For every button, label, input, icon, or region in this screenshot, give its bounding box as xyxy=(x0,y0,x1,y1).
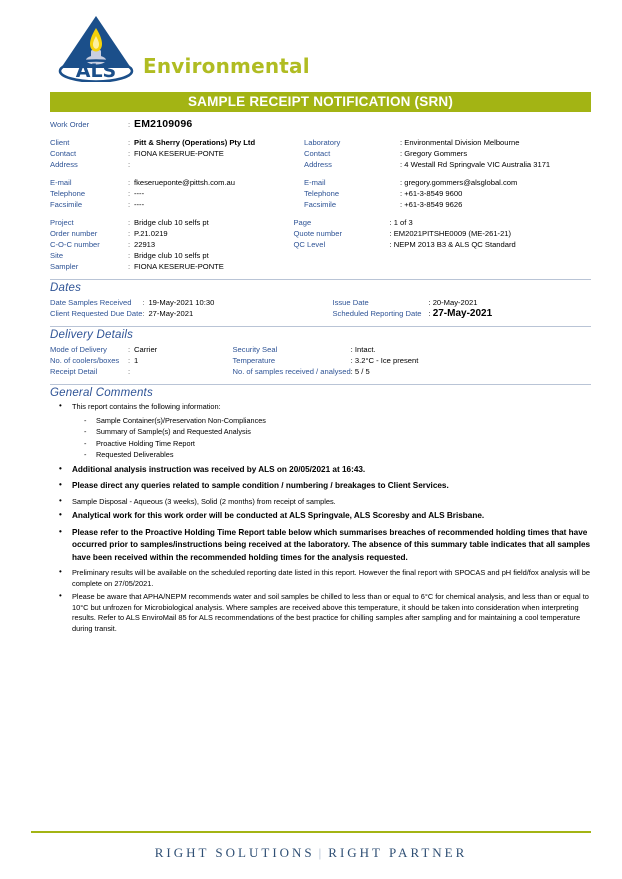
mode-of-delivery-label: Mode of Delivery xyxy=(50,345,107,354)
document-header xyxy=(31,0,591,90)
sampler-label: Sampler xyxy=(50,262,79,271)
list-item: • Analytical work for this work order will be conducted at ALS Springvale, ALS Scoresby and ALS Brisbane. xyxy=(50,510,591,523)
coc-number-value: 22913 xyxy=(134,240,156,249)
list-item: - Summary of Sample(s) and Requested Analysis xyxy=(72,426,591,438)
lab-address-label: Address xyxy=(304,160,332,169)
table-row: Facsimile : ---- Facsimile : +61-3-8549 9626 xyxy=(50,199,591,210)
delivery-details-section xyxy=(50,326,591,384)
issue-date-label: Issue Date xyxy=(332,298,369,307)
client-email-label: E-mail xyxy=(50,178,72,187)
table-row: E-mail : fkeserueponte@pittsh.com.au E-mail : gregory.gommers@alsglobal.com xyxy=(50,177,591,188)
issue-date-value: : 20-May-2021 xyxy=(428,298,478,307)
logo-wordmark: Environmental xyxy=(143,54,310,78)
list-item: - Sample Container(s)/Preservation Non-Compliances xyxy=(72,415,591,427)
section-divider xyxy=(50,384,591,385)
client-facsimile-label: Facsimile xyxy=(50,200,83,209)
receipt-detail-value xyxy=(134,366,216,377)
table-row: Date Samples Received : 19-May-2021 10:30 Issue Date : 20-May-2021 xyxy=(50,297,591,308)
table-row: Contact : FIONA KESERUE-PONTE Contact : Gregory Gommers xyxy=(50,148,591,159)
coc-number-label: C-O-C number xyxy=(50,240,100,249)
list-item: - Requested Deliverables xyxy=(72,449,591,461)
date-samples-received-label: Date Samples Received xyxy=(50,298,132,307)
lab-address-value: : 4 Westall Rd Springvale VIC Australia 3171 xyxy=(400,160,551,169)
receipt-detail-label: Receipt Detail xyxy=(50,367,98,376)
lab-telephone-value: : +61-3-8549 9600 xyxy=(400,189,463,198)
mode-of-delivery-value: Carrier xyxy=(134,345,158,354)
lab-email-value: : gregory.gommers@alsglobal.com xyxy=(400,178,518,187)
page-footer xyxy=(31,831,591,861)
dates-section-title: Dates xyxy=(50,282,82,294)
client-requested-due-date-label: Client Requested Due Date xyxy=(50,309,143,318)
client-address-value xyxy=(134,159,288,170)
qc-level-value: : NEPM 2013 B3 & ALS QC Standard xyxy=(389,240,516,249)
list-item xyxy=(50,402,591,461)
table-row: Receipt Detail : No. of samples received / analysed : 5 / 5 xyxy=(50,366,591,377)
footer-divider xyxy=(31,831,591,833)
coolers-boxes-label: No. of coolers/boxes xyxy=(50,356,120,365)
sampler-value: FIONA KESERUE-PONTE xyxy=(134,262,224,271)
general-comments-section xyxy=(50,384,591,634)
client-telephone-label: Telephone xyxy=(50,189,86,198)
temperature-value: : 3.2°C - Ice present xyxy=(350,356,419,365)
comments-intro: This report contains the following information: xyxy=(72,402,221,411)
table-row: Order number : P.21.0219 Quote number : EM2021PITSHE0009 (ME-261-21) xyxy=(50,228,591,239)
qc-level-label: QC Level xyxy=(293,240,326,249)
delivery-section-title: Delivery Details xyxy=(50,329,134,341)
client-label: Client xyxy=(50,138,70,147)
lab-facsimile-label: Facsimile xyxy=(304,200,337,209)
list-item: - Proactive Holding Time Report xyxy=(72,438,591,450)
client-laboratory-block xyxy=(50,137,591,217)
table-row: Client : Pitt & Sherry (Operations) Pty Ltd Laboratory : Environmental Division Melbourne xyxy=(50,137,591,148)
general-comments-list xyxy=(50,402,591,634)
lab-facsimile-value: : +61-3-8549 9626 xyxy=(400,200,463,209)
quote-number-label: Quote number xyxy=(293,229,343,238)
samples-received-analysed-value: : 5 / 5 xyxy=(350,367,370,376)
field-row-work-order xyxy=(50,119,591,130)
page-title-banner: SAMPLE RECEIPT NOTIFICATION (SRN) xyxy=(50,92,591,112)
security-seal-value: : Intact. xyxy=(350,345,376,354)
work-order-block xyxy=(50,112,591,137)
als-logo-icon xyxy=(57,14,135,82)
temperature-label: Temperature xyxy=(232,356,276,365)
client-email-value: fkeserueponte@pittsh.com.au xyxy=(134,178,235,187)
footer-left-text: RIGHT SOLUTIONS xyxy=(154,845,315,860)
client-address-label: Address xyxy=(50,160,78,169)
list-item: • Please be aware that APHA/NEPM recommends water and soil samples be chilled to less than or equal to 6°C for chemical analysis, and less than or equal to 10°C but unfrozen for Microbiological analysis. Where samples are received above this temperature, it should be taken into consideration when interpreting results. Refer to ALS EnviroMail 85 for ALS recommendations of the best practice for chilling samples after sampling and for maintaining a cool temperature during transit. xyxy=(50,592,591,634)
page-label: Page xyxy=(293,218,312,227)
footer-separator: | xyxy=(318,845,325,860)
table-row: C-O-C number : 22913 QC Level : NEPM 2013 B3 & ALS QC Standard xyxy=(50,239,591,250)
svg-text:ALS: ALS xyxy=(75,60,117,82)
laboratory-value: : Environmental Division Melbourne xyxy=(400,138,520,147)
work-order-label: Work Order xyxy=(50,120,90,129)
footer-tagline xyxy=(31,845,591,861)
list-item: • Sample Disposal - Aqueous (3 weeks), Solid (2 months) from receipt of samples. xyxy=(50,497,591,508)
client-telephone-value: ---- xyxy=(134,189,145,198)
project-block xyxy=(50,217,591,279)
table-row: Sampler : FIONA KESERUE-PONTE xyxy=(50,261,591,272)
quote-number-value: : EM2021PITSHE0009 (ME-261-21) xyxy=(389,229,512,238)
section-divider xyxy=(50,326,591,327)
list-item: • Please direct any queries related to sample condition / numbering / breakages to Client Services. xyxy=(50,480,591,493)
colon: : xyxy=(128,120,131,129)
samples-received-analysed-label: No. of samples received / analysed xyxy=(232,367,351,376)
lab-telephone-label: Telephone xyxy=(304,189,340,198)
laboratory-label: Laboratory xyxy=(304,138,341,147)
client-value: Pitt & Sherry (Operations) Pty Ltd xyxy=(134,138,256,147)
lab-contact-value: : Gregory Gommers xyxy=(400,149,468,158)
table-row: No. of coolers/boxes : 1 Temperature : 3.2°C - Ice present xyxy=(50,355,591,366)
client-contact-value: FIONA KESERUE-PONTE xyxy=(134,149,224,158)
lab-email-label: E-mail xyxy=(304,178,326,187)
project-label: Project xyxy=(50,218,74,227)
client-facsimile-value: ---- xyxy=(134,200,145,209)
table-row: Address : Address : 4 Westall Rd Springvale VIC Australia 3171 xyxy=(50,159,591,170)
table-row: Mode of Delivery : Carrier Security Seal : Intact. xyxy=(50,344,591,355)
list-item: • Please refer to the Proactive Holding Time Report table below which summarises breaches of recommended holding times that have occurred prior to samples/instructions being received at the laboratory. The absence of this summary table indicates that all samples have been received within the recommended holding times for the analysis requested. xyxy=(50,527,591,565)
report-contents-sublist xyxy=(72,415,591,461)
table-row: Client Requested Due Date : 27-May-2021 Scheduled Reporting Date : 27-May-2021 xyxy=(50,308,591,319)
client-contact-label: Contact xyxy=(50,149,77,158)
order-number-label: Order number xyxy=(50,229,98,238)
order-number-value: P.21.0219 xyxy=(134,229,168,238)
client-requested-due-date-value: 27-May-2021 xyxy=(148,309,194,318)
table-row: Telephone : ---- Telephone : +61-3-8549 9600 xyxy=(50,188,591,199)
section-divider xyxy=(50,279,591,280)
table-row: Project : Bridge club 10 selfs pt Page : 1 of 3 xyxy=(50,217,591,228)
project-value: Bridge club 10 selfs pt xyxy=(134,218,209,227)
lab-contact-label: Contact xyxy=(304,149,331,158)
site-label: Site xyxy=(50,251,64,260)
security-seal-label: Security Seal xyxy=(232,345,278,354)
work-order-value: EM2109096 xyxy=(134,118,193,130)
dates-section xyxy=(50,279,591,326)
date-samples-received-value: 19-May-2021 10:30 xyxy=(148,298,215,307)
list-item: • Additional analysis instruction was received by ALS on 20/05/2021 at 16:43. xyxy=(50,464,591,477)
footer-right-text: RIGHT PARTNER xyxy=(328,845,468,860)
page-value: : 1 of 3 xyxy=(389,218,413,227)
list-item: • Preliminary results will be available on the scheduled reporting date listed in this report. However the final report with SPOCAS and pH field/fox analysis will be complete on 27/05/2021. xyxy=(50,568,591,589)
table-row: Site : Bridge club 10 selfs pt xyxy=(50,250,591,261)
scheduled-reporting-date-value: : 27-May-2021 xyxy=(428,308,493,319)
coolers-boxes-value: 1 xyxy=(134,356,139,365)
general-comments-title: General Comments xyxy=(50,387,153,399)
site-value: Bridge club 10 selfs pt xyxy=(134,251,209,260)
scheduled-reporting-date-label: Scheduled Reporting Date xyxy=(332,309,422,318)
